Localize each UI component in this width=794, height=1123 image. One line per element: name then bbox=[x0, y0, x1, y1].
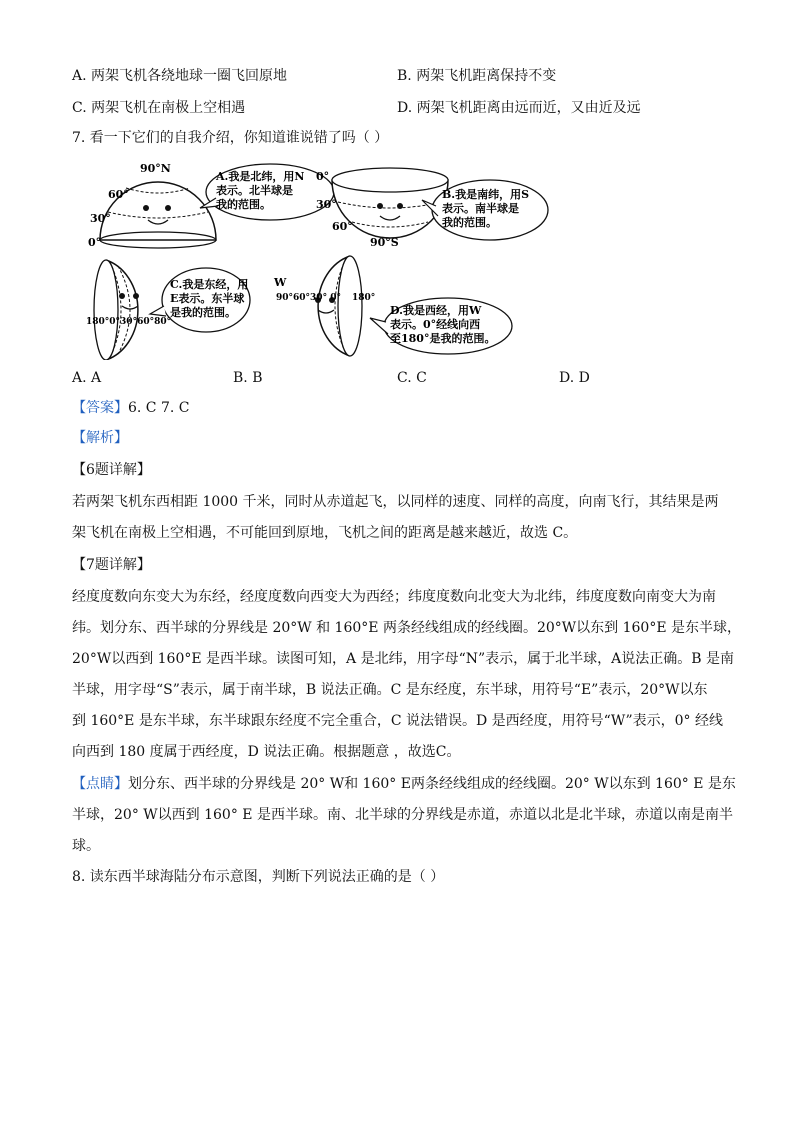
fig-a-30: 30° bbox=[90, 212, 111, 225]
svg-text:我的范围。: 我的范围。 bbox=[442, 216, 497, 229]
latitude-longitude-figure bbox=[70, 150, 550, 360]
q7-stem: 7. 看一下它们的自我介绍，你知道谁说错了吗（ ） bbox=[72, 130, 389, 146]
q7-detail-label: 【7题详解】 bbox=[72, 557, 151, 573]
q7-detail-line-2: 纬。划分东、西半球的分界线是 20°W 和 160°E 两条经线组成的经线圈。20°W以东到 160°E 是东半球， bbox=[72, 620, 741, 636]
figure-d-western-halfglobe bbox=[273, 256, 375, 356]
svg-text:至180°是我的范围。: 至180°是我的范围。 bbox=[390, 332, 496, 345]
svg-text:A.我是北纬，用N: A.我是北纬，用N bbox=[216, 170, 305, 183]
svg-text:表示。南半球是: 表示。南半球是 bbox=[442, 202, 519, 215]
answer-line bbox=[72, 398, 190, 418]
fig-d-w: W bbox=[274, 276, 287, 289]
q6-detail-line-2: 架飞机在南极上空相遇，不可能回到原地，飞机之间的距离是越来越近，故选 C。 bbox=[72, 525, 578, 541]
svg-text:是我的范围。: 是我的范围。 bbox=[170, 306, 236, 319]
answer-text: 6. C 7. C bbox=[128, 400, 190, 416]
fig-c-scale: 180°0°30°60°80° bbox=[86, 317, 172, 327]
q6-detail-label: 【6题详解】 bbox=[72, 462, 151, 478]
q6-option-c: C. 两架飞机在南极上空相遇 bbox=[72, 100, 246, 116]
q7-option-a: A. A bbox=[72, 370, 102, 386]
tip-line-3: 球。 bbox=[72, 838, 100, 854]
q7-option-c: C. C bbox=[397, 370, 427, 386]
svg-text:E表示。东半球: E表示。东半球 bbox=[170, 292, 245, 305]
svg-text:D.我是西经，用W: D.我是西经，用W bbox=[390, 304, 482, 317]
tip-first: 划分东、西半球的分界线是 20° W和 160° E两条经线组成的经线圈。20° W以东到 160° E 是东 bbox=[128, 776, 736, 792]
analysis-label: 【解析】 bbox=[72, 430, 128, 446]
figure-d-bubble bbox=[370, 298, 512, 354]
fig-b-0: 0° bbox=[316, 170, 330, 183]
q8-stem: 8. 读东西半球海陆分布示意图，判断下列说法正确的是（ ） bbox=[72, 869, 445, 885]
figure-a-bubble bbox=[200, 164, 334, 220]
q7-option-b: B. B bbox=[233, 370, 263, 386]
fig-b-30: 30° bbox=[316, 198, 337, 211]
tip-line-1 bbox=[72, 774, 736, 794]
svg-text:表示。北半球是: 表示。北半球是 bbox=[216, 184, 293, 197]
figure-b-southern-bowl bbox=[316, 168, 448, 249]
q7-detail-line-5: 到 160°E 是东半球，东半球跟东经度不完全重合，C 说法错误。D 是西经度，用符号“W”表示，0° 经线 bbox=[72, 713, 723, 729]
q6-option-a: A. 两架飞机各绕地球一圈飞回原地 bbox=[72, 68, 288, 84]
fig-b-90s: 90°S bbox=[370, 236, 399, 249]
q6-option-b: B. 两架飞机距离保持不变 bbox=[397, 68, 557, 84]
q7-detail-line-1: 经度度数向东变大为东经，经度度数向西变大为西经；纬度度数向北变大为北纬，纬度度数向南变大为南 bbox=[72, 589, 716, 605]
svg-text:C.我是东经，用: C.我是东经，用 bbox=[170, 278, 249, 291]
q7-option-d: D. D bbox=[559, 370, 590, 386]
q7-detail-line-4: 半球，用字母“S”表示，属于南半球，B 说法正确。C 是东经度，东半球，用符号“E”表示，20°W以东 bbox=[72, 682, 708, 698]
fig-d-scale: 90°60°30° 0° bbox=[276, 293, 341, 303]
fig-a-0: 0° bbox=[88, 236, 102, 249]
tip-label: 【点睛】 bbox=[72, 776, 128, 792]
svg-text:B.我是南纬，用S: B.我是南纬，用S bbox=[442, 188, 530, 201]
svg-text:表示。0°经线向西: 表示。0°经线向西 bbox=[390, 318, 481, 331]
figure-a-northern-dome bbox=[88, 162, 216, 249]
q6-option-d: D. 两架飞机距离由远而近，又由近及远 bbox=[397, 100, 641, 116]
fig-a-60: 60° bbox=[108, 188, 129, 201]
fig-b-60: 60° bbox=[332, 220, 353, 233]
fig-a-90n: 90°N bbox=[140, 162, 171, 175]
fig-d-180: 180° bbox=[352, 293, 376, 303]
q7-detail-line-6: 向西到 180 度属于西经度，D 说法正确。根据题意 ，故选C。 bbox=[72, 744, 461, 760]
tip-line-2: 半球，20° W以西到 160° E 是西半球。南、北半球的分界线是赤道，赤道以北是北半球，赤道以南是南半 bbox=[72, 807, 733, 823]
answer-label: 【答案】 bbox=[72, 400, 128, 416]
svg-text:我的范围。: 我的范围。 bbox=[216, 198, 271, 211]
q6-detail-line-1: 若两架飞机东西相距 1000 千米，同时从赤道起飞，以同样的速度、同样的高度，向南飞行，其结果是两 bbox=[72, 494, 719, 510]
q7-detail-line-3: 20°W以西到 160°E 是西半球。读图可知，A 是北纬，用字母“N”表示，属于北半球，A说法正确。B 是南 bbox=[72, 651, 735, 667]
